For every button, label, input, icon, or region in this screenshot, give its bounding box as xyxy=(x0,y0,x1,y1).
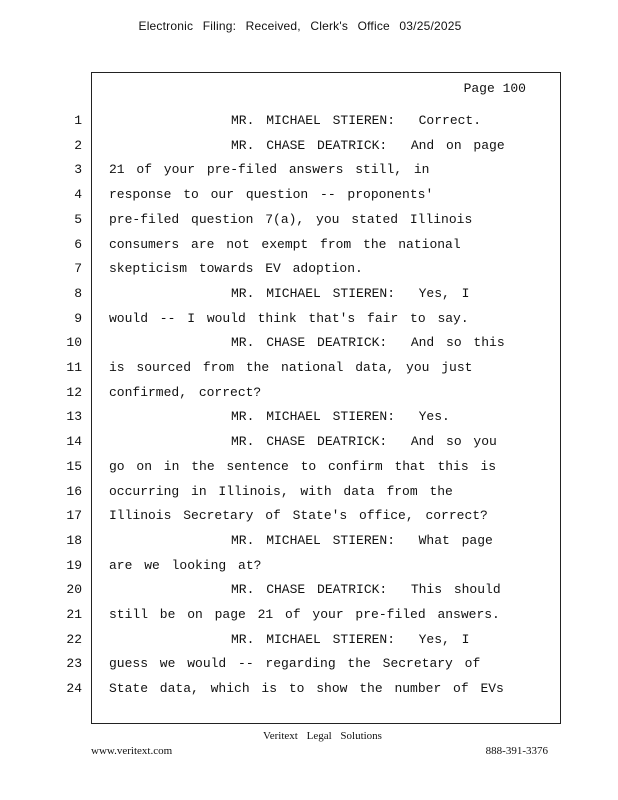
line-number: 24 xyxy=(66,681,82,697)
footer-company: Veritext Legal Solutions xyxy=(263,730,382,742)
line-number: 18 xyxy=(66,532,82,548)
line-number: 6 xyxy=(74,236,82,252)
line-text: MR. MICHAEL STIEREN: Yes. xyxy=(231,409,450,425)
line-number: 13 xyxy=(66,409,82,425)
line-number: 21 xyxy=(66,607,82,622)
line-number: 12 xyxy=(66,384,82,400)
line-text: skepticism towards EV adoption. xyxy=(109,261,363,277)
line-text: occurring in Illinois, with data from the xyxy=(109,483,453,499)
line-text: response to our question -- proponents' xyxy=(109,187,434,203)
line-text: still be on page 21 of your pre-filed answers. xyxy=(109,607,500,622)
footer-website: www.veritext.com xyxy=(91,745,173,757)
line-number: 20 xyxy=(66,582,82,598)
line-text: pre-filed question 7(a), you stated Illinois xyxy=(109,211,473,227)
line-number: 1 xyxy=(74,113,82,128)
line-text: MR. CHASE DEATRICK: This should xyxy=(231,582,501,598)
line-text: consumers are not exempt from the national xyxy=(109,236,461,252)
line-text: MR. MICHAEL STIEREN: Correct. xyxy=(231,113,482,128)
line-text: MR. CHASE DEATRICK: And so this xyxy=(231,335,505,351)
line-number: 3 xyxy=(74,162,82,178)
line-number: 9 xyxy=(74,310,82,326)
line-text: Illinois Secretary of State's office, correct? xyxy=(109,508,488,524)
line-text: MR. CHASE DEATRICK: And on page xyxy=(231,137,505,153)
line-text: MR. MICHAEL STIEREN: Yes, I xyxy=(231,631,470,647)
line-text: confirmed, correct? xyxy=(109,384,262,400)
line-number: 19 xyxy=(66,557,82,573)
footer-phone: 888-391-3376 xyxy=(485,745,548,757)
line-number: 2 xyxy=(74,137,82,153)
line-number: 22 xyxy=(66,631,82,647)
line-number: 7 xyxy=(74,261,82,277)
page-number: Page 100 xyxy=(463,81,526,96)
line-text: is sourced from the national data, you just xyxy=(109,360,473,375)
line-text: MR. CHASE DEATRICK: And so you xyxy=(231,434,497,450)
line-number: 5 xyxy=(74,211,82,227)
line-text: MR. MICHAEL STIEREN: What page xyxy=(231,532,493,548)
line-text: are we looking at? xyxy=(109,557,262,573)
line-number: 15 xyxy=(66,458,82,474)
line-text: State data, which is to show the number of EVs xyxy=(109,681,504,697)
line-text: MR. MICHAEL STIEREN: Yes, I xyxy=(231,285,470,301)
line-number: 4 xyxy=(74,187,82,203)
line-text: would -- I would think that's fair to say. xyxy=(109,310,469,326)
filing-header: Electronic Filing: Received, Clerk's Office 03/25/2025 xyxy=(138,19,462,33)
line-text: 21 of your pre-filed answers still, in xyxy=(109,162,430,178)
line-text: go on in the sentence to confirm that this is xyxy=(109,458,497,474)
line-number: 11 xyxy=(66,360,82,375)
line-number: 8 xyxy=(74,285,82,301)
line-number: 10 xyxy=(66,335,82,351)
line-number: 17 xyxy=(66,508,82,524)
line-number: 14 xyxy=(66,434,82,450)
line-text: guess we would -- regarding the Secretary of xyxy=(109,656,481,672)
line-number: 16 xyxy=(66,483,82,499)
line-number: 23 xyxy=(66,656,82,672)
